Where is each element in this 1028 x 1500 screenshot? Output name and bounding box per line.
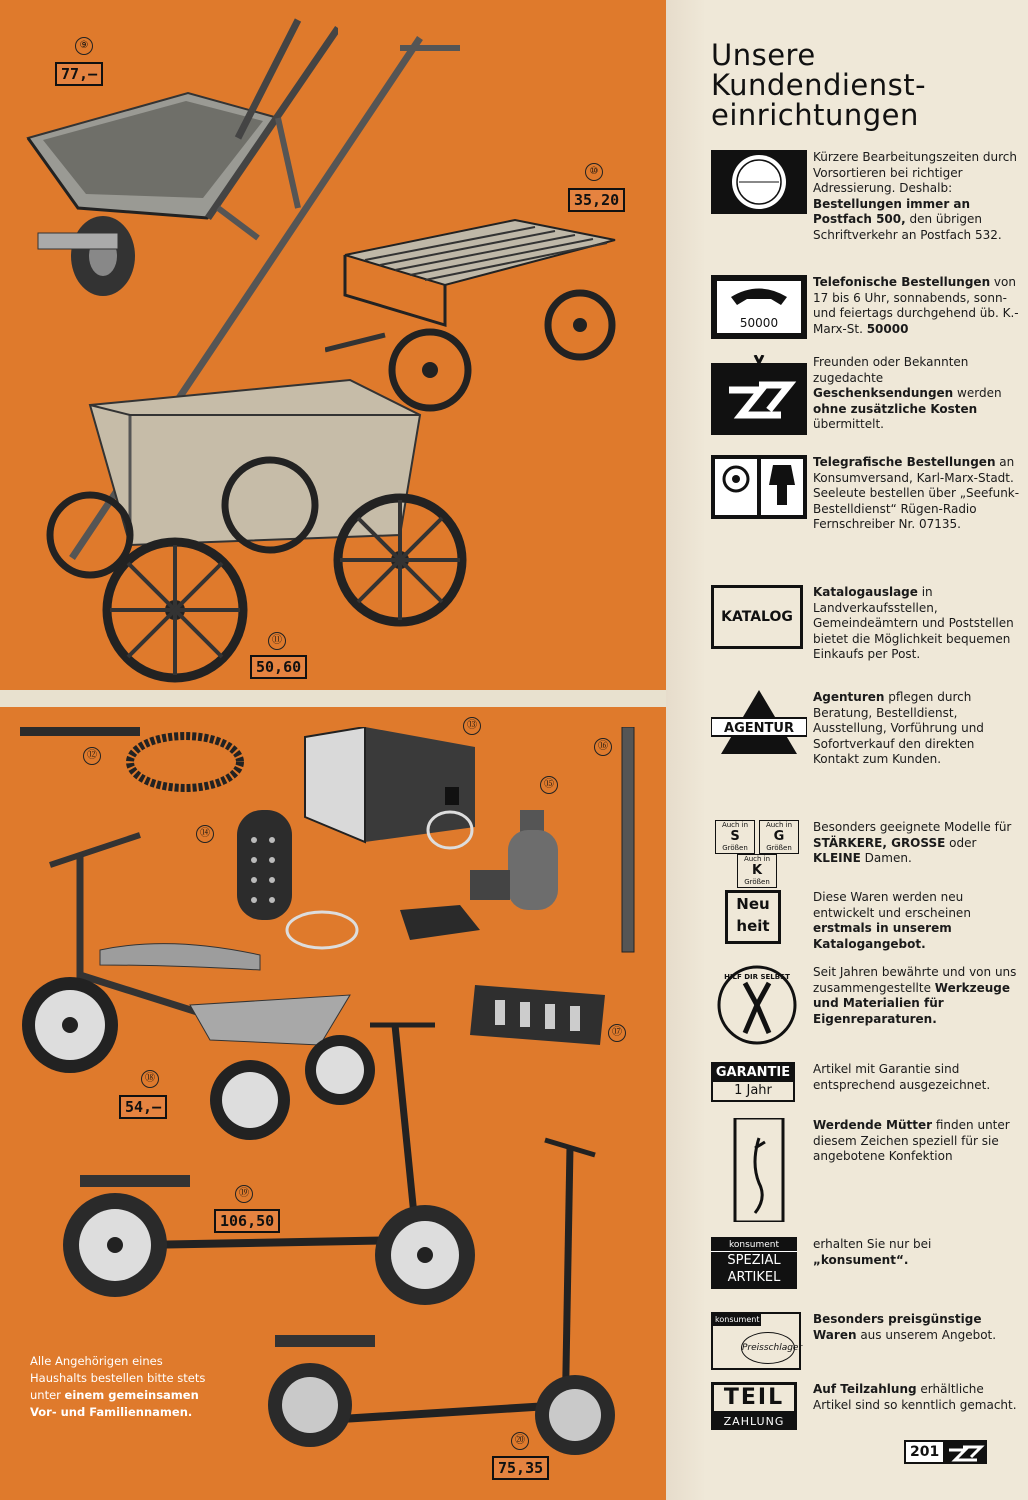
konsument-stamp-icon	[711, 150, 807, 214]
item-number-12: ⑫	[83, 747, 101, 765]
garantie-icon: GARANTIE 1 Jahr	[711, 1062, 795, 1102]
item-price-20: 75,35	[492, 1456, 549, 1480]
item-number-20: ⑳	[511, 1432, 529, 1450]
size-badge-s: Auch in S Größen	[715, 820, 755, 854]
item-price-18: 54,–	[119, 1095, 167, 1119]
svg-text:HILF DIR SELBST: HILF DIR SELBST	[724, 973, 790, 981]
size-badges	[711, 820, 807, 886]
item-price-9: 77,–	[55, 62, 103, 86]
preisschlager-icon: konsument Preisschlager	[711, 1312, 801, 1370]
item-number-11: ⑪	[268, 632, 286, 650]
item-number-19: ⑲	[235, 1185, 253, 1203]
tire-pump-image	[618, 727, 638, 957]
item-number-9: ⑨	[75, 37, 93, 55]
item-number-18: ⑱	[141, 1070, 159, 1088]
hilf-dir-selbst-pliers-icon	[711, 965, 807, 1045]
spezial-artikel-icon: konsument SPEZIAL ARTIKEL	[711, 1237, 797, 1289]
kick-scooter-image	[265, 1135, 625, 1475]
radio-telegraph-icon	[711, 455, 807, 519]
size-badge-g: Auch in G Größen	[759, 820, 799, 854]
pedal-image	[465, 975, 615, 1055]
katalog-icon: KATALOG	[711, 585, 803, 649]
dynamo-image	[390, 800, 570, 950]
agentur-icon	[711, 690, 807, 754]
wooden-wagon-image	[40, 375, 480, 685]
item-number-16: ⑯	[594, 738, 612, 756]
teilzahlung-icon: TEIL ZAHLUNG	[711, 1382, 797, 1430]
sidebar-title: Unsere Kundendienst- einrichtungen	[711, 38, 927, 132]
page-gutter	[666, 0, 706, 1500]
panel-divider	[0, 690, 670, 707]
svg-text:AGENTUR: AGENTUR	[724, 721, 794, 736]
item-price-11: 50,60	[250, 655, 307, 679]
item-number-10: ⑩	[585, 163, 603, 181]
item-number-15: ⑮	[540, 776, 558, 794]
bicycle-chain-image	[20, 722, 245, 792]
telephone-icon	[711, 275, 807, 339]
stork-maternity-icon	[711, 1118, 807, 1222]
item-number-13: ⑬	[463, 717, 481, 735]
konsument-logo-icon	[943, 1440, 987, 1464]
size-badge-k: Auch in K Größen	[737, 854, 777, 888]
item-number-17: ⑰	[608, 1024, 626, 1042]
item-price-19: 106,50	[214, 1209, 280, 1233]
page-number: 201	[904, 1440, 945, 1464]
household-order-note: Alle Angehörigen eines Haushalts bestellen bitte stets unter einem gemeinsamen Vor- und Familiennamen.	[30, 1354, 206, 1419]
item-price-10: 35,20	[568, 188, 625, 212]
svg-text:50000: 50000	[739, 316, 779, 330]
neuheit-icon: Neu heit	[725, 890, 781, 944]
gift-konsument-logo-icon	[711, 355, 807, 435]
item-number-14: ⑭	[196, 825, 214, 843]
